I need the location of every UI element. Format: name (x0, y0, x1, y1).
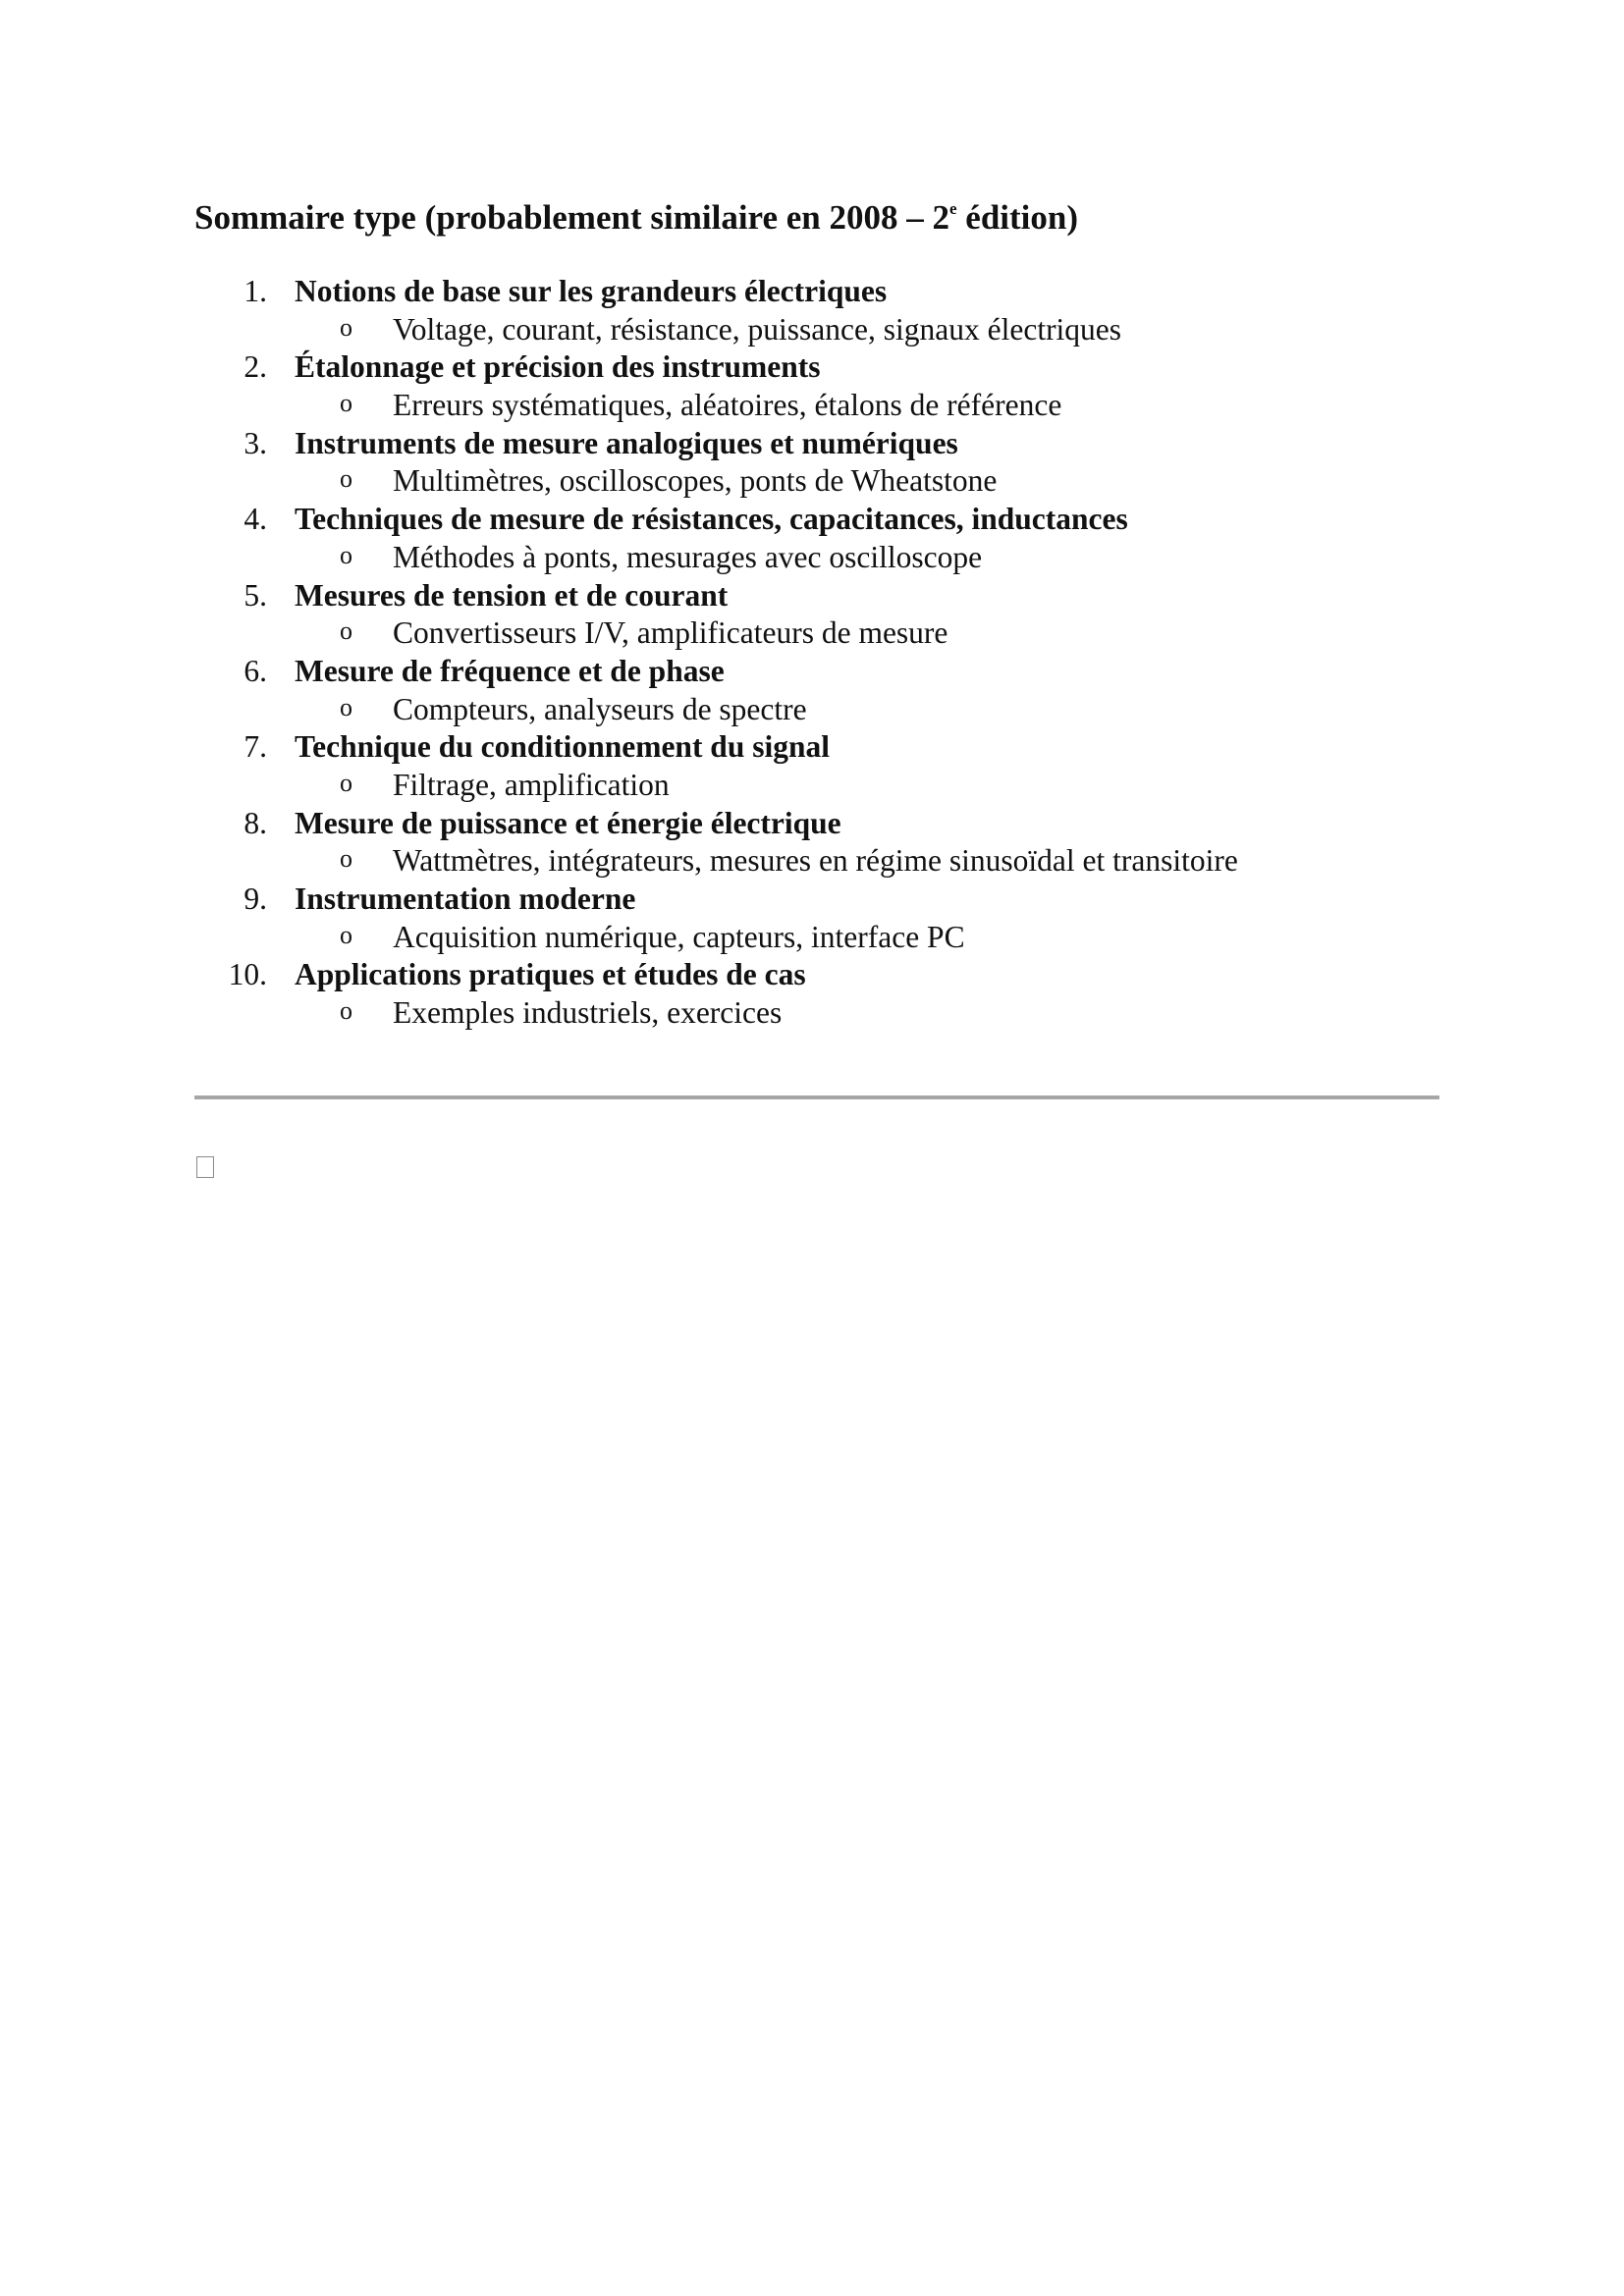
toc-heading-row (0, 273, 1624, 311)
toc-heading-row (0, 956, 1624, 994)
toc-number: 8. (244, 805, 267, 840)
toc-detail: Compteurs, analyseurs de spectre (393, 691, 807, 726)
horizontal-divider (194, 1095, 1439, 1099)
toc-detail-row (0, 311, 1624, 349)
toc-heading-row (0, 805, 1624, 843)
toc-item-3 (0, 425, 1624, 501)
heading-text: Sommaire type (probablement similaire en 2008 – 2 (194, 198, 949, 237)
toc-heading-row (0, 728, 1624, 767)
toc-item-7 (0, 728, 1624, 804)
heading-text-end: édition) (956, 198, 1079, 237)
toc-number: 9. (244, 881, 267, 916)
toc-number: 1. (244, 274, 267, 308)
toc-number: 4. (244, 502, 267, 537)
toc-heading-row (0, 501, 1624, 539)
bullet-o-icon: o (340, 920, 352, 949)
table-of-contents (0, 273, 1624, 1033)
toc-detail-row (0, 614, 1624, 653)
heading-superscript: e (948, 199, 957, 218)
toc-item-5 (0, 577, 1624, 653)
section-heading (194, 192, 1078, 243)
toc-heading-row (0, 653, 1624, 691)
toc-detail-row (0, 994, 1624, 1033)
toc-title: Notions de base sur les grandeurs électriques (295, 274, 888, 308)
toc-detail: Convertisseurs I/V, amplificateurs de mesure (393, 615, 948, 651)
bullet-o-icon: o (340, 389, 352, 418)
toc-title: Mesure de fréquence et de phase (295, 653, 725, 688)
toc-title: Technique du conditionnement du signal (295, 729, 831, 765)
toc-title: Instruments de mesure analogiques et numériques (295, 425, 958, 460)
missing-glyph-icon (196, 1156, 214, 1178)
toc-detail-row (0, 842, 1624, 881)
toc-detail: Acquisition numérique, capteurs, interface PC (393, 919, 965, 954)
toc-title: Mesure de puissance et énergie électrique (295, 805, 841, 840)
toc-title: Techniques de mesure de résistances, capacitances, inductances (295, 502, 1128, 537)
toc-detail: Exemples industriels, exercices (393, 995, 783, 1031)
toc-item-10 (0, 956, 1624, 1032)
toc-title: Applications pratiques et études de cas (295, 957, 806, 992)
toc-item-4 (0, 501, 1624, 576)
toc-heading-row (0, 425, 1624, 463)
toc-item-1 (0, 273, 1624, 348)
bullet-o-icon: o (340, 464, 352, 494)
toc-item-8 (0, 805, 1624, 881)
bullet-o-icon: o (340, 692, 352, 721)
bullet-o-icon: o (340, 312, 352, 342)
toc-number: 7. (244, 729, 267, 765)
toc-number: 2. (244, 349, 267, 385)
bullet-o-icon: o (340, 768, 352, 797)
toc-detail: Wattmètres, intégrateurs, mesures en régime sinusoïdal et transitoire (393, 843, 1238, 879)
toc-heading-row (0, 577, 1624, 615)
toc-item-2 (0, 348, 1624, 424)
bullet-o-icon: o (340, 616, 352, 646)
toc-heading-row (0, 881, 1624, 919)
toc-number: 6. (244, 653, 267, 688)
toc-detail: Erreurs systématiques, aléatoires, étalons de référence (393, 388, 1062, 423)
toc-detail-row (0, 767, 1624, 805)
toc-title: Mesures de tension et de courant (295, 577, 729, 613)
toc-detail: Méthodes à ponts, mesurages avec oscilloscope (393, 539, 983, 574)
toc-detail-row (0, 462, 1624, 501)
toc-number: 3. (244, 425, 267, 460)
toc-heading-row (0, 348, 1624, 387)
bullet-o-icon: o (340, 540, 352, 569)
toc-detail: Voltage, courant, résistance, puissance, signaux électriques (393, 311, 1122, 347)
bullet-o-icon: o (340, 844, 352, 874)
toc-detail-row (0, 539, 1624, 577)
toc-title: Étalonnage et précision des instruments (295, 349, 821, 385)
toc-detail: Filtrage, amplification (393, 767, 670, 802)
toc-number: 5. (244, 577, 267, 613)
toc-detail-row (0, 919, 1624, 957)
toc-detail-row (0, 691, 1624, 729)
toc-title: Instrumentation moderne (295, 881, 636, 916)
bullet-o-icon: o (340, 996, 352, 1026)
toc-detail: Multimètres, oscilloscopes, ponts de Wheatstone (393, 463, 998, 499)
toc-number: 10. (228, 957, 267, 992)
toc-detail-row (0, 387, 1624, 425)
toc-item-6 (0, 653, 1624, 728)
toc-item-9 (0, 881, 1624, 956)
